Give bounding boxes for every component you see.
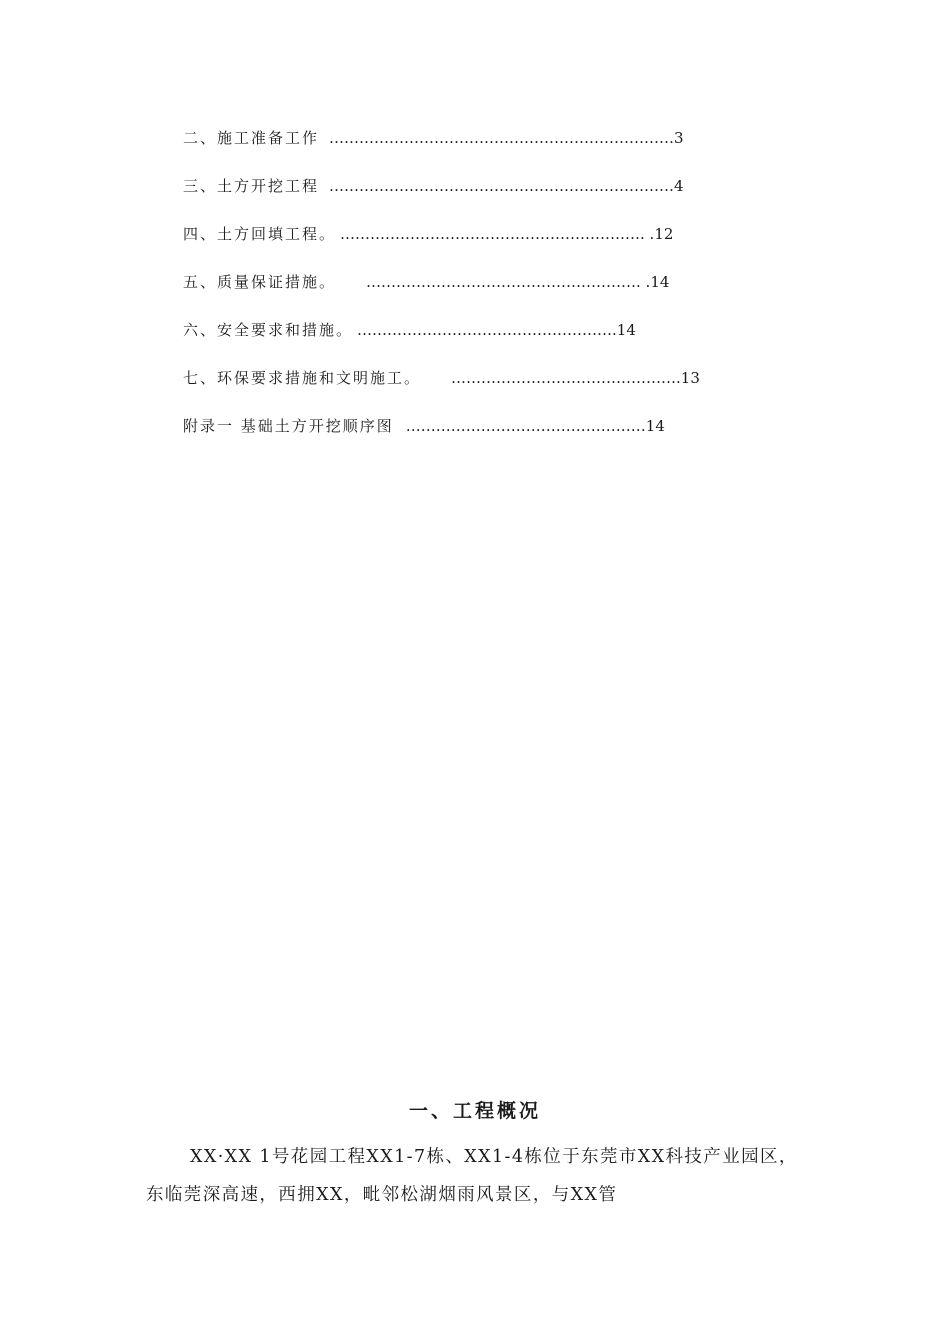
toc-entry-title: 五、质量保证措施。 bbox=[183, 273, 337, 291]
toc-entry[interactable] bbox=[183, 408, 783, 456]
toc-entry[interactable] bbox=[183, 216, 783, 264]
toc-entry-leader: …………………………………………14 bbox=[405, 417, 665, 435]
toc-entry-leader: …………………………………………….14 bbox=[357, 321, 636, 339]
toc-entry-title: 六、安全要求和措施。 bbox=[183, 321, 354, 339]
toc-entry-leader: ……………………………………………………………3 bbox=[329, 129, 684, 147]
toc-entry-title: 三、土方开挖工程 bbox=[183, 177, 320, 195]
toc-entry[interactable] bbox=[183, 168, 783, 216]
toc-entry[interactable] bbox=[183, 264, 783, 312]
toc-entry-title: 七、环保要求措施和文明施工。 bbox=[183, 369, 422, 387]
section-heading: 一、工程概况 bbox=[408, 1100, 541, 1122]
toc-entry-leader: ………………………………………………. .14 bbox=[366, 273, 670, 291]
toc-entry-leader: ……………………………………….13 bbox=[451, 369, 700, 387]
toc-entry-title: 二、施工准备工作 bbox=[183, 129, 320, 147]
toc-entry-leader: ……………………………………………………. .12 bbox=[340, 225, 674, 243]
toc-entry-title: 四、土方回填工程。 bbox=[183, 225, 337, 243]
toc-entry-leader: ……………………………………………………………4 bbox=[329, 177, 684, 195]
toc-entry[interactable] bbox=[183, 120, 783, 168]
section-paragraph: XX·XX 1号花园工程XX1-7栋、XX1-4栋位于东莞市XX科技产业园区，东临莞深高速，西拥XX，毗邻松湖烟雨风景区，与XX管 bbox=[146, 1147, 798, 1205]
toc-entry[interactable] bbox=[183, 360, 783, 408]
toc-entry[interactable] bbox=[183, 312, 783, 360]
table-of-contents bbox=[183, 120, 783, 456]
toc-entry-title: 附录一 基础土方开挖顺序图 bbox=[183, 417, 394, 435]
